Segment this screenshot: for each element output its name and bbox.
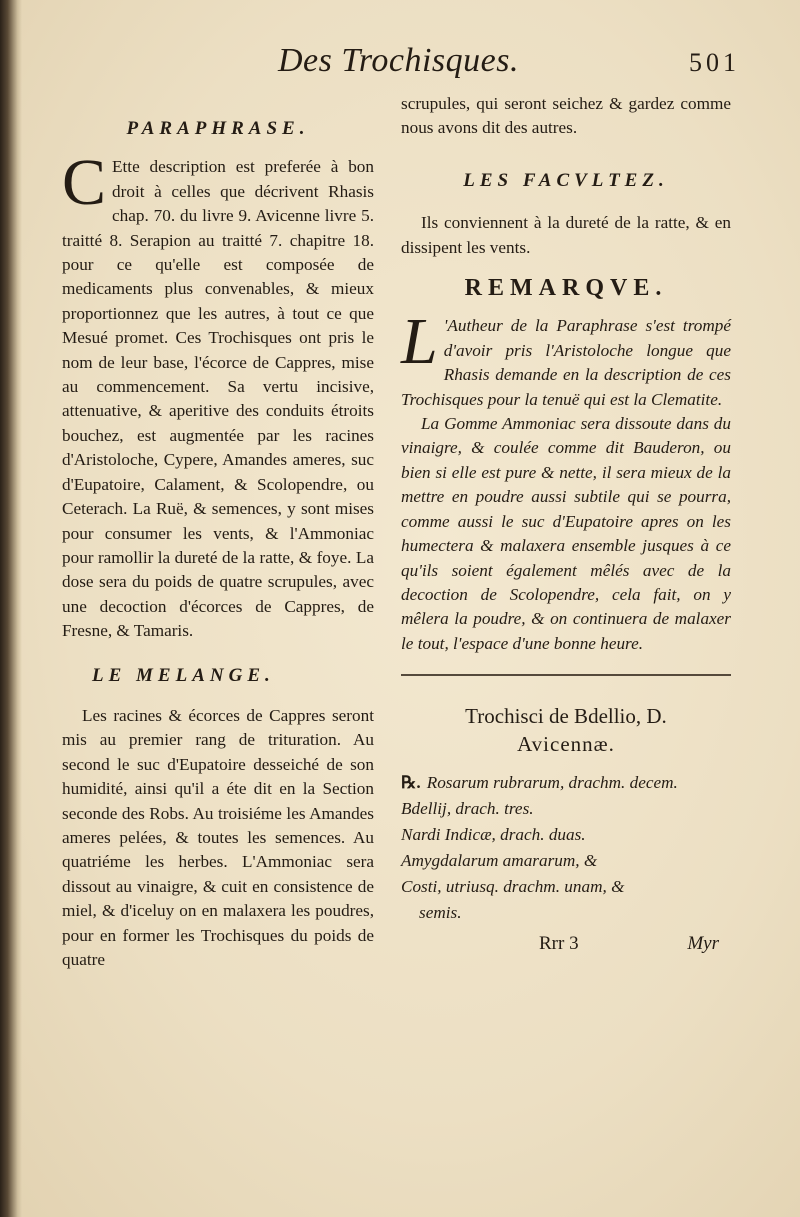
recipe-line <box>401 848 731 874</box>
recipe-line <box>401 796 731 822</box>
paraphrase-text <box>62 146 374 643</box>
recipe-line <box>401 900 731 926</box>
remarque-paragraph-2: La Gomme Ammoniac sera dissoute dans du vinaigre, & coulée comme dit Bauderon, ou bien si elle est pure & nette, il sera mieux de la mettre en poudre aussi subtile qui se pourra, comme aussi le suc d'Eupatoire apres on les humectera & malaxera ensemble jusques à ce qu'ils soient également mêlés avec de la decoction de Scolopendre, cela fait, on y mêlera la poudre, & on continuera de malaxer le tout, l'espace d'une bonne heure. <box>401 414 731 653</box>
running-title: Des Trochisques. <box>278 42 519 79</box>
remarque-paragraph-1 <box>401 305 731 412</box>
section-divider <box>401 674 731 676</box>
melange-text: Les racines & écorces de Cappres seront mis au premier rang de trituration. Au second le suc d'Eupatoire desseiché de son humidité, ainsi qu'il a éte dit en la Section seconde des Robs. Au troisiéme les Amandes ameres pelées, & toutes les semences. Au quatriéme les herbes. L'Ammoniac sera dissout au vinaigre, & cuit en consistence de miel, & d'iceluy on en malaxera les poudres, pour en former les Trochisques du poids de quatre <box>62 705 374 969</box>
drop-cap: L <box>401 305 438 379</box>
recipe-title-line-1: Trochisci de Bdellio, D. <box>465 704 667 729</box>
facultez-text: Ils conviennent à la dureté de la ratte, & en dissipent les vents. <box>401 213 731 257</box>
drop-cap: C <box>62 146 107 220</box>
page-header <box>270 42 740 92</box>
recipe-text: Amygdalarum amararum, & <box>401 851 598 871</box>
recipe-text: Bdellij, drach. tres. <box>401 799 534 819</box>
page-footer <box>401 932 731 958</box>
recipe-list <box>401 770 731 926</box>
left-column <box>62 92 374 972</box>
recipe-title <box>401 702 731 758</box>
facultez-heading: LES FACVLTEZ. <box>463 169 669 191</box>
recipe-text: Costi, utriusq. drachm. unam, & <box>401 877 625 897</box>
signature-mark: Rrr 3 <box>539 933 579 955</box>
paraphrase-body: Ette description est preferée à bon droit à celles que décrivent Rhasis chap. 70. du livre 9. Avicenne livre 5. traitté 8. Serapion au traitté 7. chapitre 18. pour ce qu'elle est composée de medicaments plus convenables, & mieux proportionnez que les autres, à tout ce que Mesué promet. Ces Trochisques ont pris le nom de leur base, l'écorce de Cappres, mise au commencement. Sa vertu incisive, attenuative, & aperitive des conduits étroits bouchez, est augmentée par les racines d'Aristoloche, Cypere, Amandes ameres, suc d'Eupatoire, Calament, & Scolopendre, ou Ceterach. La Ruë, & semences, y sont mises pour consumer les vents, & l'Ammoniac pour ramollir la dureté de la ratte, & foye. La dose sera du poids de quatre scrupules, avec une decoction d'écorces de Cappres, de Fresne, & Tamaris. <box>62 157 374 641</box>
remarque-heading: REMARQVE. <box>464 275 668 302</box>
recipe-line <box>401 770 731 796</box>
recipe-line <box>401 874 731 900</box>
recipe-text: Nardi Indicæ, drach. duas. <box>401 825 586 845</box>
recipe-text: Rosarum rubrarum, drachm. decem. <box>426 773 678 793</box>
catchword: Myr <box>687 933 719 955</box>
recipe-title-line-2: Avicennæ. <box>517 732 615 757</box>
recipe-symbol: ℞. <box>401 773 421 793</box>
remarque-body-1: 'Autheur de la Paraphrase s'est trompé d'avoir pris l'Aristoloche longue que Rhasis demande en la description de ces Trochisques pour la tenuë qui est la Clematite. <box>401 316 731 409</box>
right-column <box>401 92 731 958</box>
melange-heading: LE MELANGE. <box>92 664 275 686</box>
recipe-line <box>401 822 731 848</box>
continued-text: scrupules, qui seront seichez & gardez comme nous avons dit des autres. <box>401 94 731 138</box>
recipe-text: semis. <box>419 903 462 923</box>
page-number: 501 <box>689 48 740 77</box>
book-spine-shadow <box>0 0 22 1217</box>
paraphrase-heading: PARAPHRASE. <box>126 118 310 139</box>
